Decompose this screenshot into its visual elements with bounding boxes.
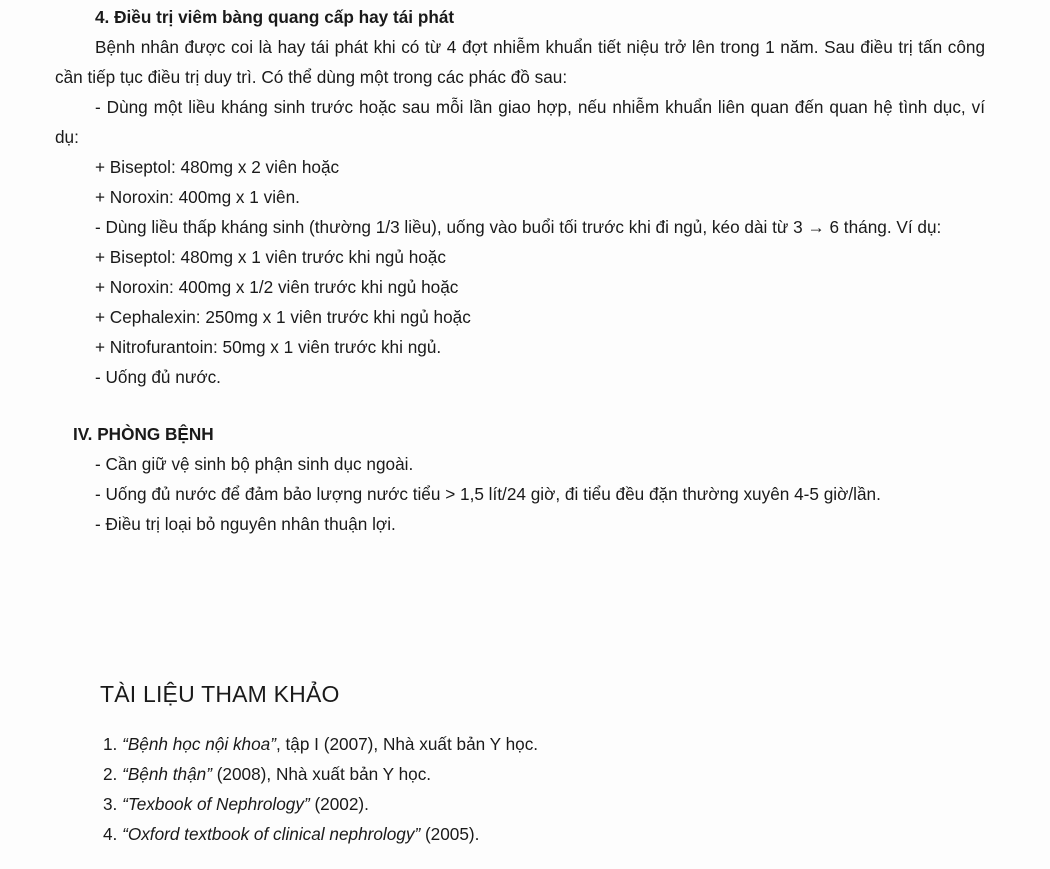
reference-details: (2002).	[309, 794, 369, 814]
reference-details: (2005).	[420, 824, 480, 844]
paragraph-low-dose-regimen: - Dùng liều thấp kháng sinh (thường 1/3 liều), uống vào buổi tối trước khi đi ngủ, kéo dài từ 3 → 6 tháng. Ví dụ:	[95, 217, 942, 237]
list-item: + Noroxin: 400mg x 1 viên.	[95, 187, 300, 207]
reference-item	[103, 729, 538, 759]
prevention-item: - Cần giữ vệ sinh bộ phận sinh dục ngoài.	[95, 454, 414, 474]
prevention-item: - Điều trị loại bỏ nguyên nhân thuận lợi.	[95, 514, 396, 534]
reference-title: “Bệnh học nội khoa”	[122, 734, 276, 754]
reference-item	[103, 759, 538, 789]
section-heading-4: 4. Điều trị viêm bàng quang cấp hay tái phát	[95, 7, 455, 27]
reference-number: 4.	[103, 824, 123, 844]
reference-details: (2008), Nhà xuất bản Y học.	[211, 764, 432, 784]
reference-details: , tập I (2007), Nhà xuất bản Y học.	[275, 734, 539, 754]
list-item: - Uống đủ nước.	[95, 367, 221, 387]
references-list	[103, 729, 538, 849]
section-heading-prevention: IV. PHÒNG BỆNH	[73, 424, 214, 444]
reference-title: “Oxford textbook of clinical nephrology”	[122, 824, 421, 844]
paragraph-post-intercourse-regimen: - Dùng một liều kháng sinh trước hoặc sau mỗi lần giao hợp, nếu nhiễm khuẩn liên quan đến quan hệ tình dục, ví dụ:	[55, 97, 985, 147]
reference-item	[103, 789, 538, 819]
prevention-item: - Uống đủ nước để đảm bảo lượng nước tiểu > 1,5 lít/24 giờ, đi tiểu đều đặn thường xuyên 4-5 giờ/lần.	[95, 484, 881, 504]
paragraph-recurrence-definition: Bệnh nhân được coi là hay tái phát khi có từ 4 đợt nhiễm khuẩn tiết niệu trở lên trong 1 năm. Sau điều trị tấn công cần tiếp tục điều trị duy trì. Có thể dùng một trong các phác đồ sau:	[55, 37, 985, 87]
list-item: + Cephalexin: 250mg x 1 viên trước khi ngủ hoặc	[95, 307, 471, 327]
reference-title: “Bệnh thận”	[122, 764, 212, 784]
reference-number: 1.	[103, 734, 123, 754]
list-item: + Nitrofurantoin: 50mg x 1 viên trước khi ngủ.	[95, 337, 442, 357]
references-heading: TÀI LIỆU THAM KHẢO	[100, 681, 340, 707]
reference-title: “Texbook of Nephrology”	[122, 794, 310, 814]
list-item: + Biseptol: 480mg x 2 viên hoặc	[95, 157, 340, 177]
body-text	[55, 2, 985, 539]
list-item: + Noroxin: 400mg x 1/2 viên trước khi ngủ hoặc	[95, 277, 459, 297]
list-item: + Biseptol: 480mg x 1 viên trước khi ngủ hoặc	[95, 247, 446, 267]
reference-item	[103, 819, 538, 849]
reference-number: 3.	[103, 794, 123, 814]
reference-number: 2.	[103, 764, 123, 784]
